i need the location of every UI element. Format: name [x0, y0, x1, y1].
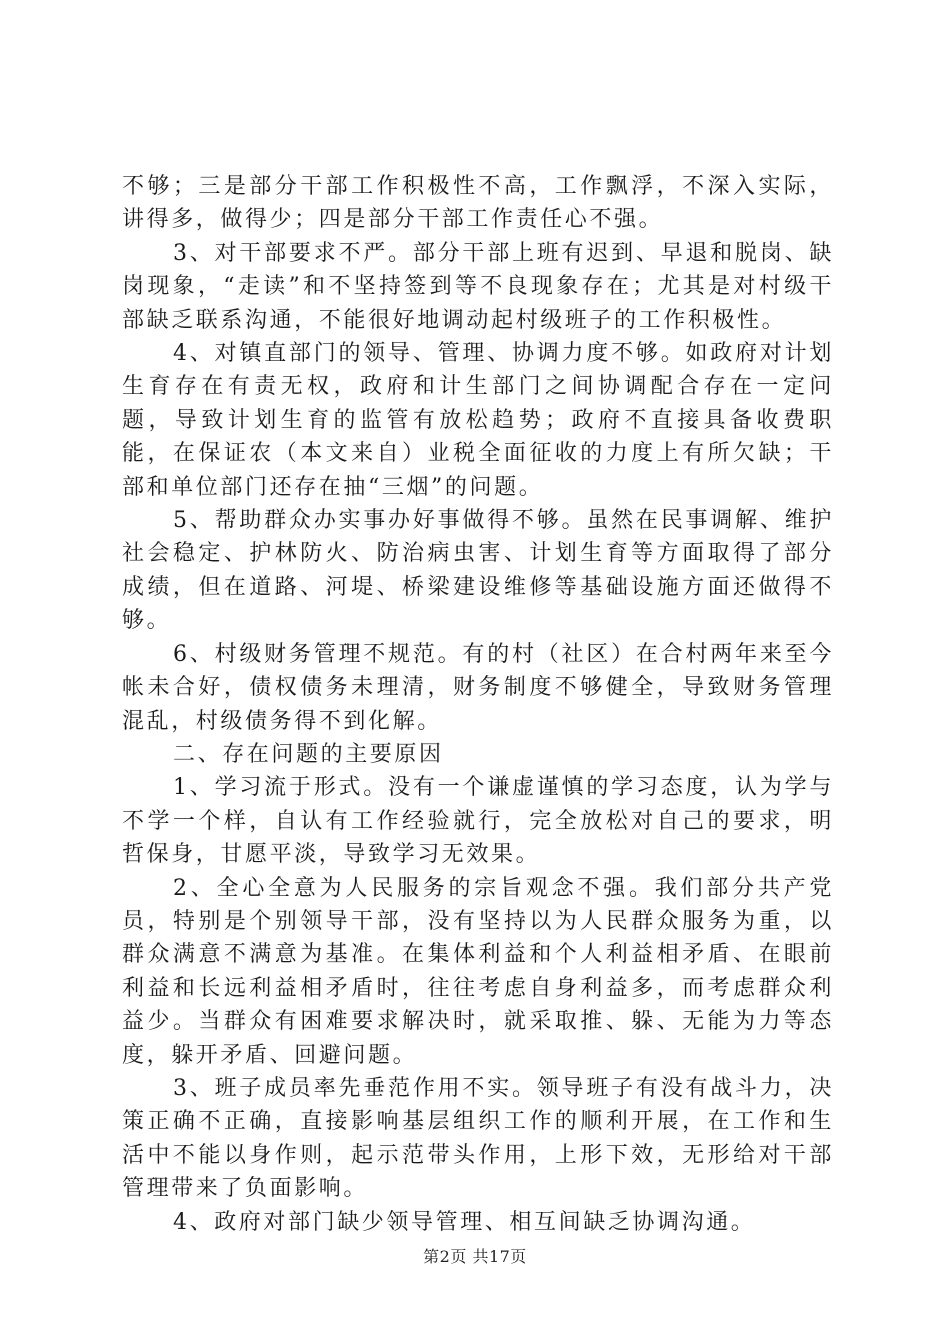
document-body	[122, 170, 834, 1239]
paragraph-10: 4、政府对部门缺少领导管理、相互间缺乏协调沟通。	[173, 1209, 756, 1235]
paragraph-7: 1、学习流于形式。没有一个谦虚谨慎的学习态度，认为学与不学一个样，自认有工作经验就行，完全放松对自己的要求，明哲保身，甘愿平淡，导致学习无效果。	[122, 775, 834, 868]
paragraph-9: 3、班子成员率先垂范作用不实。领导班子有没有战斗力，决策正确不正确，直接影响基层组织工作的顺利开展，在工作和生活中不能以身作则，起示范带头作用，上形下效，无形给对干部管理带来了负面影响。	[122, 1075, 834, 1202]
paragraph-1: 不够；三是部分干部工作积极性不高，工作飘浮，不深入实际，讲得多，做得少；四是部分干部工作责任心不强。	[122, 174, 834, 233]
paragraph-2: 3、对干部要求不严。部分干部上班有迟到、早退和脱岗、缺岗现象，“走读”和不坚持签到等不良现象存在；尤其是对村级干部缺乏联系沟通，不能很好地调动起村级班子的工作积极性。	[122, 240, 834, 333]
paragraph-5: 6、村级财务管理不规范。有的村（社区）在合村两年来至今帐未合好，债权债务未理清，财务制度不够健全，导致财务管理混乱，村级债务得不到化解。	[122, 641, 834, 734]
section-heading: 二、存在问题的主要原因	[173, 741, 444, 767]
paragraph-8: 2、全心全意为人民服务的宗旨观念不强。我们部分共产党员，特别是个别领导干部，没有坚持以为人民群众服务为重，以群众满意不满意为基准。在集体利益和个人利益相矛盾、在眼前利益和长远利益相矛盾时，往往考虑自身利益多，而考虑群众利益少。当群众有困难要求解决时，就采取推、躲、无能为力等态度，躲开矛盾、回避问题。	[122, 875, 834, 1068]
page-footer: 第2页 共17页	[423, 1247, 527, 1266]
paragraph-4: 5、帮助群众办实事办好事做得不够。虽然在民事调解、维护社会稳定、护林防火、防治病虫害、计划生育等方面取得了部分成绩，但在道路、河堤、桥梁建设维修等基础设施方面还做得不够。	[122, 508, 834, 634]
paragraph-3: 4、对镇直部门的领导、管理、协调力度不够。如政府对计划生育存在有责无权，政府和计生部门之间协调配合存在一定问题，导致计划生育的监管有放松趋势；政府不直接具备收费职能，在保证农（本文来自）业税全面征收的力度上有所欠缺；干部和单位部门还存在抽“三烟”的问题。	[122, 341, 834, 500]
